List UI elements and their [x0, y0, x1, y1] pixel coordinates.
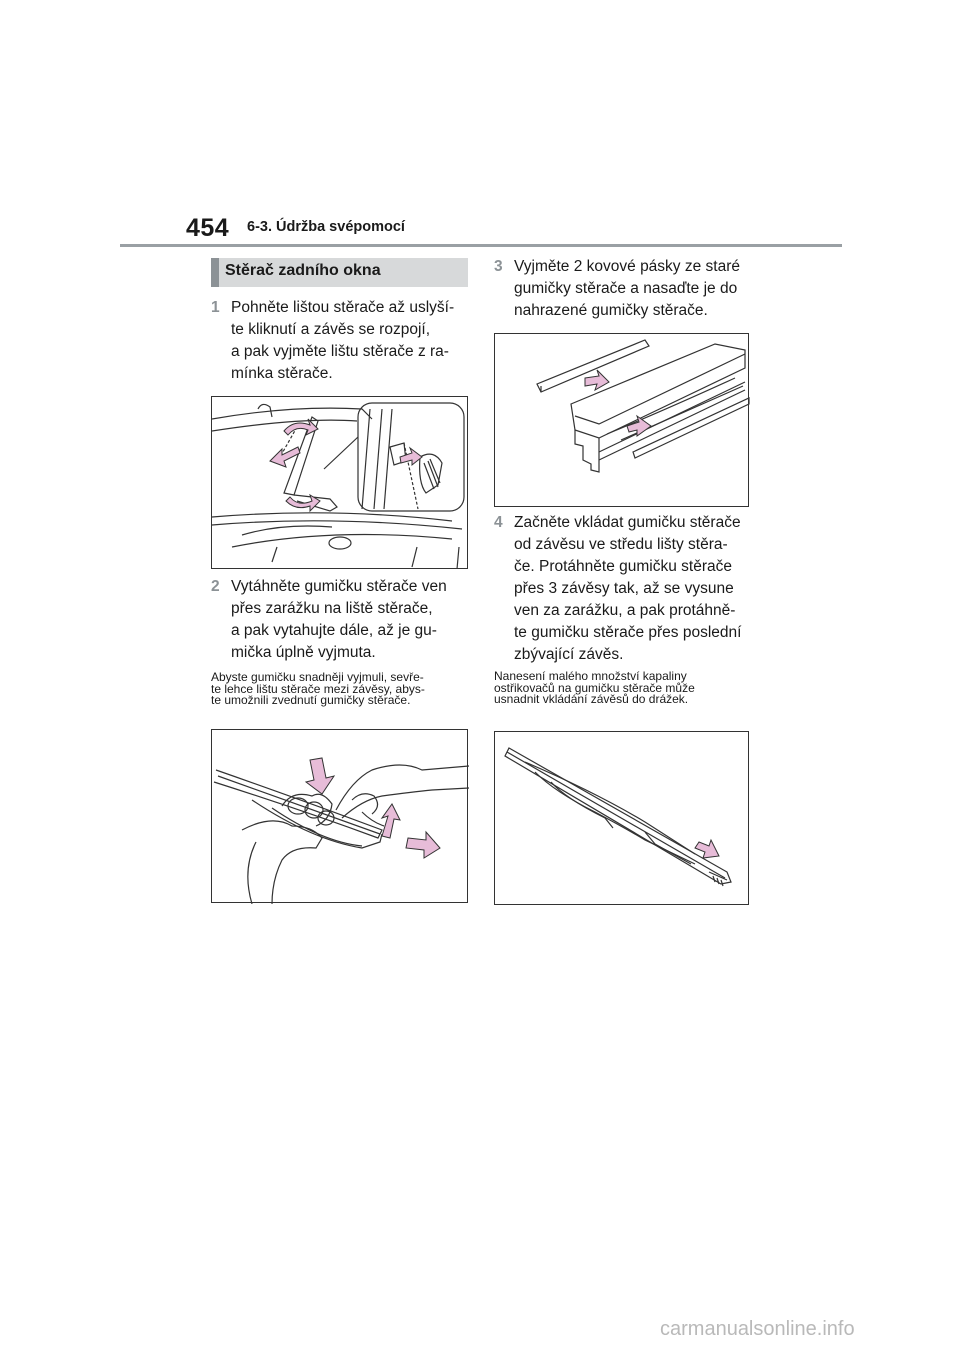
figure-metal-strips — [494, 333, 749, 507]
step-text-line: Pohněte lištou stěrače až uslyší- — [231, 299, 455, 316]
page-number: 454 — [186, 214, 230, 242]
figure-remove-rubber — [211, 729, 468, 903]
step-3 — [494, 256, 754, 326]
note-line: te lehce lištu stěrače mezi závěsy, abys- — [211, 681, 425, 696]
heading-accent-bar — [211, 258, 219, 287]
figure-insert-rubber — [494, 731, 749, 905]
step-1 — [211, 297, 471, 387]
section-heading — [211, 258, 468, 287]
pink-arrows — [585, 370, 651, 436]
step-text-line: Vytáhněte gumičku stěrače ven — [231, 578, 447, 595]
section-title: 6-3. Údržba svépomocí — [247, 219, 405, 235]
step-text-line: přes 3 závěsy tak, až se vysune — [514, 580, 734, 597]
step-2 — [211, 576, 471, 666]
figure-wiper-arm — [211, 396, 468, 569]
note-line: Abyste gumičku snadněji vyjmuli, sevře- — [211, 670, 424, 684]
note-step-4 — [494, 671, 754, 706]
note-line: ostřikovačů na gumičku stěrače může — [494, 680, 695, 695]
step-text-line: a pak vytahujte dále, až je gu- — [231, 622, 437, 639]
step-text-line: Vyjměte 2 kovové pásky ze staré — [514, 258, 740, 275]
pink-arrows — [270, 419, 422, 511]
note-line: te umožnili zvednutí gumičky stěrače. — [211, 693, 411, 707]
note-line: Nanesení malého množství kapaliny — [494, 669, 687, 683]
step-text-line: te kliknutí a závěs se rozpojí, — [231, 321, 431, 338]
step-number: 2 — [211, 578, 220, 595]
step-text-line: zbývající závěs. — [514, 646, 624, 663]
step-text-line: gumičky stěrače a nasaďte je do — [514, 280, 738, 297]
metal-strips-illustration — [495, 334, 750, 508]
watermark: carmanualsonline.info — [660, 1318, 855, 1340]
step-text-line: ven za zarážku, a pak protáhně- — [514, 602, 736, 619]
step-text-line: če. Protáhněte gumičku stěrače — [514, 558, 732, 575]
step-text-line: přes zarážku na liště stěrače, — [231, 600, 433, 617]
step-text-line: mínka stěrače. — [231, 365, 333, 382]
step-text-line: mička úplně vyjmuta. — [231, 644, 376, 661]
header-divider — [120, 244, 842, 247]
step-number: 1 — [211, 299, 220, 316]
step-text-line: Začněte vkládat gumičku stěrače — [514, 514, 741, 531]
step-number: 4 — [494, 514, 503, 531]
step-text-line: te gumičku stěrače přes poslední — [514, 624, 742, 641]
step-number: 3 — [494, 258, 503, 275]
remove-rubber-illustration — [212, 730, 469, 904]
step-text-line: a pak vyjměte lištu stěrače z ra- — [231, 343, 449, 360]
step-4 — [494, 512, 754, 668]
note-step-2 — [211, 672, 471, 707]
note-line: usnadnit vkládání závěsů do drážek. — [494, 692, 689, 706]
section-heading-text: Stěrač zadního okna — [225, 262, 381, 279]
pink-arrows — [306, 758, 440, 858]
step-text-line: od závěsu ve středu lišty stěra- — [514, 536, 728, 553]
step-text-line: nahrazené gumičky stěrače. — [514, 302, 708, 319]
insert-rubber-illustration — [495, 732, 750, 906]
wiper-arm-illustration — [212, 397, 469, 570]
